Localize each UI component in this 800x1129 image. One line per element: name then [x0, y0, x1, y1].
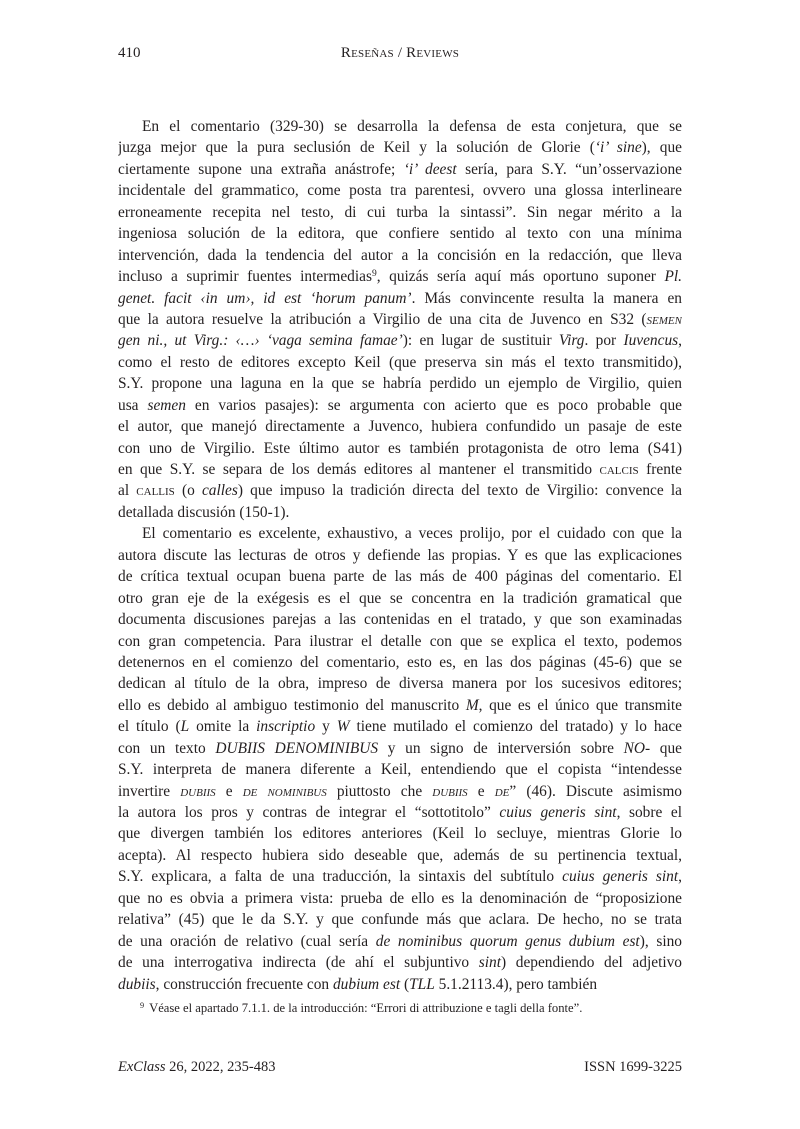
text-line — [118, 373, 682, 394]
paragraph — [118, 523, 682, 995]
text-segment: con un texto — [118, 739, 216, 757]
text-segment: Iuvencus — [623, 332, 679, 350]
text-segment: , — [678, 868, 682, 886]
text-line — [118, 909, 682, 930]
text-segment: En el comentario (329-30) se desarrolla la defensa de esta conjetura, que se — [142, 118, 682, 135]
footnote — [140, 1001, 680, 1016]
text-line — [118, 223, 682, 244]
text-segment: ( — [400, 975, 410, 993]
text-segment: NO- — [623, 739, 651, 757]
text-segment: ), que — [641, 139, 682, 157]
text-segment: sint — [478, 954, 501, 972]
text-segment: , construcción frecuente con — [155, 975, 333, 993]
page-number: 410 — [118, 45, 141, 61]
text-segment: detallada discusión (150-1). — [118, 503, 290, 521]
text-segment: y un signo de interversión sobre — [378, 739, 624, 757]
text-segment: dubium est — [332, 975, 401, 993]
text-segment: ‘i’ sine — [594, 139, 642, 157]
text-line — [118, 738, 682, 759]
text-segment: e — [215, 782, 243, 800]
text-line — [118, 931, 682, 952]
text-segment: gen ni., ut Virg.: ‹…› ‘vaga semina famae’ — [118, 332, 403, 350]
text-segment: intervención, dada la tendencia del autor a la concisión en la redacción, que lleva — [118, 246, 682, 264]
text-segment: S.Y. interpreta de manera diferente a Keil, entendiendo que el copista “intendesse — [118, 761, 682, 779]
text-segment: de — [494, 782, 510, 800]
text-segment: incidentale del grammatico, come posta tra parentesi, ovvero una glossa interlineare — [118, 182, 682, 200]
text-segment: ello es debido al ambiguo testimonio del manuscrito — [118, 696, 466, 714]
text-segment: ” (46). Discute asimismo — [509, 782, 682, 800]
journal-citation: 26, 2022, 235-483 — [165, 1059, 276, 1075]
text-segment: M — [465, 696, 479, 714]
text-line — [118, 137, 682, 158]
text-segment: piuttosto che — [326, 782, 433, 800]
footnote-number: 9 — [140, 1001, 145, 1010]
footer-citation — [118, 1059, 276, 1076]
text-line — [118, 116, 682, 137]
text-line — [118, 695, 682, 716]
text-segment: con uno de Virgilio. Este último autor es también protagonista de otro lema (S41) — [118, 439, 682, 457]
text-segment: ‘i’ deest — [403, 160, 457, 178]
text-segment: con gran competencia. Para ilustrar el detalle con que se explica el texto, podemos — [118, 632, 682, 650]
text-segment: 5.1.2113.4), pero también — [434, 975, 598, 993]
text-segment: El comentario es excelente, exhaustivo, a veces prolijo, por el cuidado con que la — [142, 525, 682, 543]
text-line — [118, 974, 682, 995]
text-segment: S.Y. explicara, a falta de una traducción, la sintaxis del subtítulo — [118, 868, 563, 886]
text-segment: calcis — [599, 461, 639, 478]
text-segment: que — [650, 739, 682, 757]
text-line — [118, 652, 682, 673]
text-segment: dubiis — [118, 975, 156, 993]
text-segment: e — [467, 782, 495, 800]
text-segment: , quizás sería aquí más oportuno suponer — [376, 268, 665, 286]
running-title: Reseñas / Reviews — [340, 45, 460, 61]
text-segment: TLL — [409, 975, 435, 993]
text-segment: DUBIIS DENOMINIBUS — [215, 739, 379, 757]
text-line — [118, 802, 682, 823]
text-line — [118, 245, 682, 266]
text-line — [118, 631, 682, 652]
text-segment: el título ( — [118, 718, 181, 736]
text-line — [118, 288, 682, 309]
text-line — [118, 716, 682, 737]
text-segment: autora discute las lecturas de otros y defiende las propias. Y es que las explicaciones — [118, 546, 682, 564]
text-line — [118, 888, 682, 909]
text-segment: dubiis — [432, 782, 468, 800]
text-line — [118, 823, 682, 844]
text-line — [118, 266, 682, 287]
text-line — [118, 309, 682, 330]
text-segment: en varios pasajes): se argumenta con acierto que es poco probable que — [185, 396, 682, 414]
text-line — [118, 609, 682, 630]
text-segment: genet. facit ‹in um›, id est ‘horum panum’ — [118, 289, 412, 307]
text-segment: acepta). Al respecto hubiera sido deseable que, además de su pertinencia textual, — [118, 846, 682, 864]
text-line — [118, 202, 682, 223]
text-segment: detenernos en el comienzo del comentario, esto es, en las dos páginas (45-6) que se — [118, 653, 682, 671]
text-segment: tiene mutilado el comienzo del tratado) y lo hace — [349, 718, 682, 736]
text-line — [118, 545, 682, 566]
text-line — [118, 845, 682, 866]
text-segment: ), sino — [639, 932, 682, 950]
text-segment: el autor, que manejó directamente a Juvenco, hubiera confundido un pasaje de este — [118, 418, 682, 436]
text-line — [118, 180, 682, 201]
text-line — [118, 866, 682, 887]
text-line — [118, 566, 682, 587]
text-segment: en que S.Y. se separa de los demás editores al mantener el transmitido — [118, 461, 600, 478]
text-line — [118, 395, 682, 416]
text-segment: que divergen también los editores anteriores (Keil lo secluye, mientras Glorie lo — [118, 825, 682, 843]
text-segment: (o — [174, 482, 202, 500]
text-segment: ): en lugar de sustituir — [402, 332, 559, 350]
footnote-reference: 9 — [371, 268, 377, 280]
text-segment: callis — [136, 482, 175, 500]
text-line — [118, 502, 682, 523]
text-segment: W — [336, 718, 350, 736]
text-segment: documenta discusiones parejas a las contenidas en el tratado, y que son examinadas — [118, 611, 682, 629]
text-line — [118, 438, 682, 459]
text-segment: de crítica textual ocupan buena parte de las más de 400 páginas del comentario. El — [118, 568, 682, 586]
text-segment: que no es obvia a primera vista: prueba de ello es la denominación de “proposizione — [118, 889, 682, 907]
text-segment: semen — [147, 396, 186, 414]
text-line — [118, 352, 682, 373]
footer-issn: ISSN 1699-3225 — [584, 1059, 682, 1075]
text-segment: dubiis — [180, 782, 216, 800]
text-segment: Virg — [558, 332, 585, 350]
text-segment: , — [678, 332, 682, 350]
text-segment: erroneamente recepita nel testo, di cui turba la sintassi”. Sin negar mérito a la — [118, 203, 682, 221]
text-line — [118, 480, 682, 501]
text-segment: juzga mejor que la pura seclusión de Keil y la solución de Glorie ( — [118, 139, 595, 157]
footnote-text: Véase el apartado 7.1.1. de la introducción: “Errori di attribuzione e tagli della fonte”. — [149, 1001, 583, 1016]
text-segment: la autora los pros y contras de integrar el “sottotitolo” — [118, 804, 500, 821]
text-segment: como el resto de editores excepto Keil (que preserva sin más el texto transmitido), — [118, 353, 682, 371]
text-segment: semen — [646, 310, 682, 328]
text-segment: inscriptio — [256, 718, 316, 736]
text-segment: frente — [638, 461, 682, 478]
text-segment: ) dependiendo del adjetivo — [501, 954, 682, 972]
text-line — [118, 416, 682, 437]
text-segment: cuius generis sint — [499, 804, 617, 821]
text-segment: ciertamente supone una extraña anástrofe; — [118, 160, 404, 178]
text-line — [118, 759, 682, 780]
text-segment: omite la — [189, 718, 257, 736]
text-line — [118, 523, 682, 544]
text-segment: de una oración de relativo (cual sería — [118, 932, 376, 950]
text-segment: , que es el único que transmite — [478, 696, 682, 714]
text-segment: otro gran eje de la exégesis es el que se concentra en la tradición gramatical que — [118, 589, 682, 607]
text-segment: ingeniosa solución de la editora, que confiere sentido al texto con una mínima — [118, 225, 682, 243]
text-segment: y — [315, 718, 337, 736]
text-segment: ) que impuso la tradición directa del texto de Virgilio: convence la — [237, 482, 682, 500]
body-text — [118, 116, 682, 995]
text-segment: usa — [118, 396, 148, 414]
text-segment: L — [180, 718, 190, 736]
text-line — [118, 588, 682, 609]
text-line — [118, 459, 682, 480]
text-line — [118, 673, 682, 694]
text-segment: dedican al título de la obra, impreso de diversa manera por los sucesivos editores; — [118, 675, 682, 693]
text-line — [118, 330, 682, 351]
text-segment: incluso a suprimir fuentes intermedias — [118, 268, 372, 286]
text-segment: relativa” (45) que le da S.Y. y que confunde más que aclara. De hecho, no se trata — [118, 911, 682, 929]
text-segment: calles — [201, 482, 238, 500]
text-segment: sería, para S.Y. “un’osservazione — [456, 160, 682, 178]
text-segment: de nominibus — [242, 782, 327, 800]
text-segment: . por — [584, 332, 624, 350]
text-segment: S.Y. propone una laguna en la que se habría perdido un ejemplo de Virgilio, quien — [118, 375, 682, 393]
text-segment: , sobre el — [616, 804, 682, 821]
text-segment: invertire — [118, 782, 181, 800]
text-line — [118, 952, 682, 973]
text-line — [118, 781, 682, 802]
text-segment: al — [118, 482, 137, 500]
text-segment: de una interrogativa indirecta (de ahí el subjuntivo — [118, 954, 479, 972]
text-line — [118, 159, 682, 180]
text-segment: que la autora resuelve la atribución a Virgilio de una cita de Juvenco en S32 ( — [118, 310, 647, 328]
text-segment: Pl. — [664, 268, 682, 286]
text-segment: cuius generis sint — [562, 868, 679, 886]
text-segment: de nominibus quorum genus dubium est — [375, 932, 640, 950]
journal-name: ExClass — [118, 1059, 166, 1075]
text-segment: . Más convincente resulta la manera en — [411, 289, 682, 307]
paragraph — [118, 116, 682, 523]
